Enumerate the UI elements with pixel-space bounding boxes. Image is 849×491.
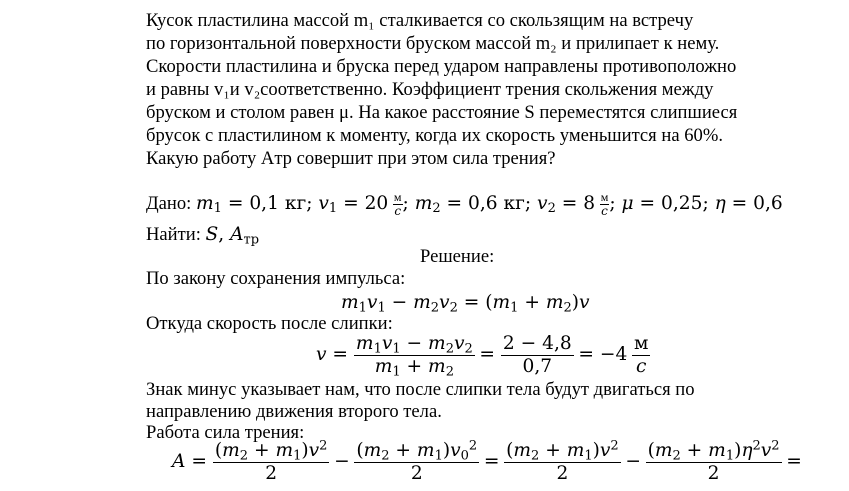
momentum-equation: $m_1v_1 - m_2v_2 = (m_1 + m_2)v$ — [341, 292, 590, 316]
problem-line-4: и равны v₁и v₂соответственно. Коэффициент трения скольжения между — [146, 79, 714, 100]
velocity-text: Откуда скорость после слипки: — [146, 313, 393, 334]
sign-text-2: направлению движения второго тела. — [146, 401, 442, 422]
solution-heading: Решение: — [420, 246, 495, 267]
sign-text-1: Знак минус указывает нам, что после слипки тела будут двигаться по — [146, 379, 695, 400]
problem-line-7: Какую работу Aтр совершит при этом сила трения? — [146, 148, 556, 169]
work-text: Работа сила трения: — [146, 422, 305, 443]
momentum-text: По закону сохранения импульса: — [146, 268, 406, 289]
find-line: Найти: S, $A_{тр}$ — [146, 224, 260, 248]
work-equation: A = $\frac{(m_2 + m_1)v^2}{2}$ − $\frac{(m_2 + m_1)v_0^2}{2}$ = $\frac{(m_2 + m_1)v^2}{2}$ − $\frac{(m_2 + m_1)\eta^2v^2}{2}$ = — [172, 438, 802, 484]
problem-line-3: Скорости пластилина и бруска перед ударом направлены противоположно — [146, 56, 737, 77]
velocity-equation: v = $\frac{m_1v_1 - m_2v_2}{m_1 + m_2}$ = $\frac{2 - 4,8}{0,7}$ = −4 $\frac{м}{с}$ — [316, 333, 649, 380]
problem-line-5: бруском и столом равен μ. На какое расстояние S переместятся слипшиеся — [146, 102, 738, 123]
problem-line-1: Кусок пластилина массой m₁ сталкивается со скользящим на встречу — [146, 10, 694, 31]
unit-fraction: $\frac{м}{с}$ — [393, 190, 402, 218]
problem-line-6: брусок с пластилином к моменту, когда их скорость уменьшится на 60%. — [146, 125, 723, 146]
given-line: Дано: $m_1 = 0,1$ кг; $v_1 = 20$ $\frac{м}{с}$ ; $m_2 = 0,6$ кг; $v_2 = 8$ $\frac{м}{с}$ ; μ = 0,25; η = 0,6 — [146, 190, 783, 218]
unit-fraction: $\frac{м}{с}$ — [600, 190, 609, 218]
problem-line-2: по горизонтальной поверхности бруском массой m₂ и прилипает к нему. — [146, 33, 720, 54]
